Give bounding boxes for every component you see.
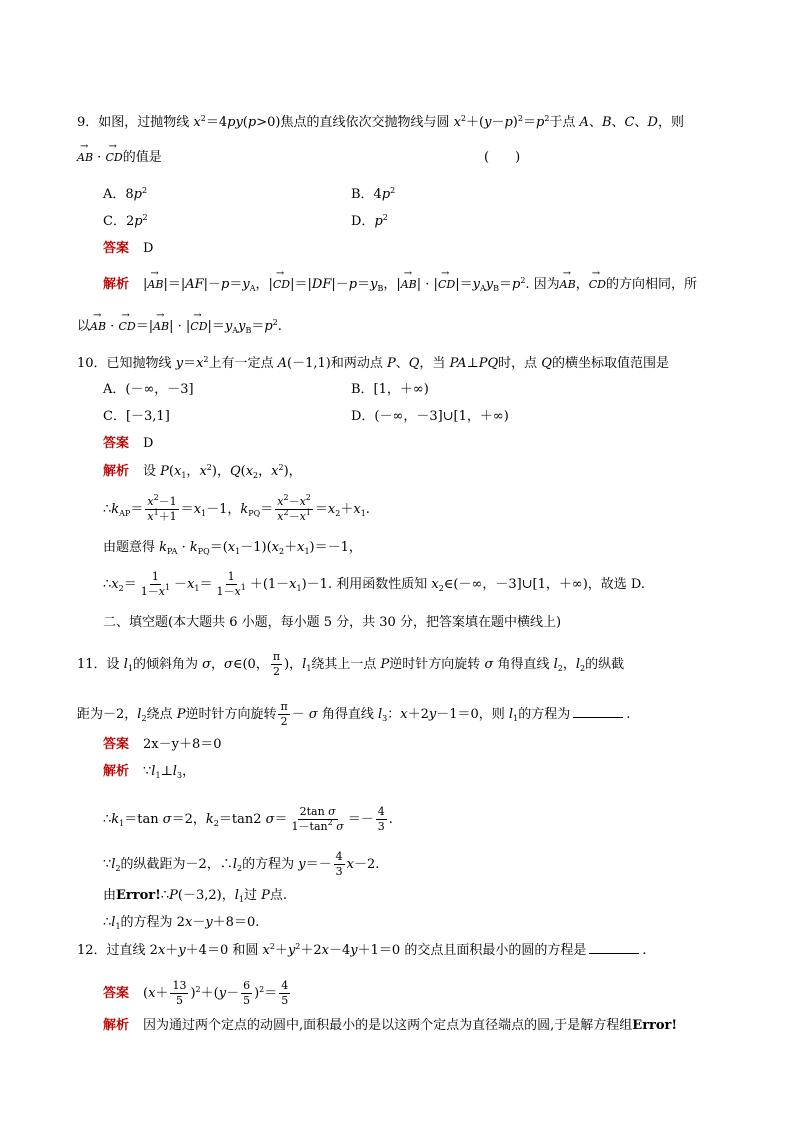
q9-option-b: B．$4p^2$ — [351, 186, 396, 202]
q9-option-c: C．$2p^2$ — [103, 213, 148, 229]
q9-answer: 答案 D — [103, 241, 154, 256]
q11-analysis-line5: $\therefore l_1$的方程为 2x－y＋8＝0. — [103, 915, 260, 931]
q10-analysis-line4: $\therefore x_2=$ $\frac{1}{1-x^1}$ $-x_1=$ $\frac{1}{1-x^1}$ $+(1-x_1)-1$. 利用函数性质知 $x_2\in(-\infty$，－3]∪[1，＋∞)，故选 D. — [103, 570, 646, 598]
q10-analysis-line1: 解析 设 $P(x_1$，$x^2$)，$Q(x_2$，$x^2$)， — [103, 463, 302, 480]
q11-analysis-line2: $\therefore k_1=\tan$ σ＝2，$k_2=\tan 2$ σ＝ $\frac{\text{2tan σ}}{1-\tan^2 \sigma}$ ＝－ $\frac{4}{3}$ . — [103, 805, 393, 833]
q10-analysis-line2: $\therefore k_{AP}=$ $\frac{x^2-1}{x^1+1}$ $=x_1-1$，$k_{PQ}=$ $\frac{x^2-x^2}{x^2-x^1}$ $=x_2+x_1$. — [103, 493, 370, 523]
q11-analysis-line3: $\because l_2$的纵截距为－2，$\therefore l_2$的方程为 y＝－ $\frac{4}{3}$ x－2. — [103, 850, 380, 878]
q11-answer: 答案 2x－y＋8＝0 — [103, 737, 222, 752]
q12-analysis: 解析 因为通过两个定点的动圆中,面积最小的是以这两个定点为直径端点的圆,于是解方程组Error! — [103, 1018, 678, 1033]
q11-analysis-line1: 解析 $\because l_1\perp l_3$， — [103, 764, 196, 780]
section-2-title: 二、填空题(本大题共 6 小题，每小题 5 分，共 30 分，把答案填在题中横线上) — [103, 615, 562, 630]
q12-stem: 12．过直线 2x＋y＋4＝0 和圆 $x^2+y^2+2x-4y+1=0$ 的交点且面积最小的圆的方程是 . — [77, 942, 647, 958]
q11-stem-line2: 距为－2，$l_2$绕点 P逆时针方向旋转 $\frac{\pi}{2}$ － σ 角得直线 $l_3$：x＋2y－1＝0，则 $l_1$的方程为 . — [77, 700, 631, 728]
q9-stem-line1: 9．如图，过抛物线 $x^2=4py(p>0)$焦点的直线依次交抛物线与圆 $x^2+(y-p)^2=p^2$于点 A、B、C、D，则 — [77, 114, 684, 130]
q10-option-d: D．(－∞，－3]∪[1，＋∞) — [351, 409, 509, 424]
q11-analysis-line4: 由Error!∴P(－3,2)，$l_1$过 P点. — [103, 888, 288, 904]
q9-stem-line2: → AB · → CD的值是 — [77, 149, 162, 167]
q9-paren: ( ) — [484, 150, 521, 165]
q11-stem-line1: 11．设 $l_1$的倾斜角为 σ，σ∈(0， $\frac{\pi}{2}$ )，$l_1$绕其上一点 P逆时针方向旋转 σ 角得直线 $l_2$，$l_2$的纵截 — [77, 650, 625, 678]
q10-answer: 答案 D — [103, 436, 154, 451]
q9-option-d: D．$p^2$ — [351, 213, 388, 229]
q9-option-a: A．$8p^2$ — [103, 186, 148, 202]
q10-option-a: A．(－∞，－3] — [103, 382, 194, 397]
q10-stem: 10．已知抛物线 $y=x^2$上有一定点 A(－1,1)和两动点 P、Q，当 PA⊥PQ时，点 Q的横坐标取值范围是 — [77, 355, 669, 371]
q10-analysis-line3: 由题意得 $k_{PA} \cdot k_{PQ}=(x_1-1)(x_2+x_1)=-1$， — [103, 540, 362, 556]
q9-analysis-line2: 以→ AB · → CD＝|→ AB| · |→ $CD|=y_Ay_B=p^2$. — [77, 318, 282, 336]
q12-answer: 答案 (x＋ $\frac{13}{5}$ )$^2$＋(y－ $\frac{6}{5}$ )$^2$＝ $\frac{4}{5}$ — [103, 979, 289, 1007]
q10-option-c: C．[－3,1] — [103, 409, 170, 424]
q10-option-b: B．[1，＋∞) — [351, 382, 429, 397]
q9-analysis-line1: 解析 |→ $AB|=|AF|-p=y_A$，|→ $CD|=|DF|-p=y_B$，|→ AB| · |→ $CD|=y_Ay_B=p^2$. 因为→ AB，→ CD的方向相同，所 — [103, 276, 697, 294]
